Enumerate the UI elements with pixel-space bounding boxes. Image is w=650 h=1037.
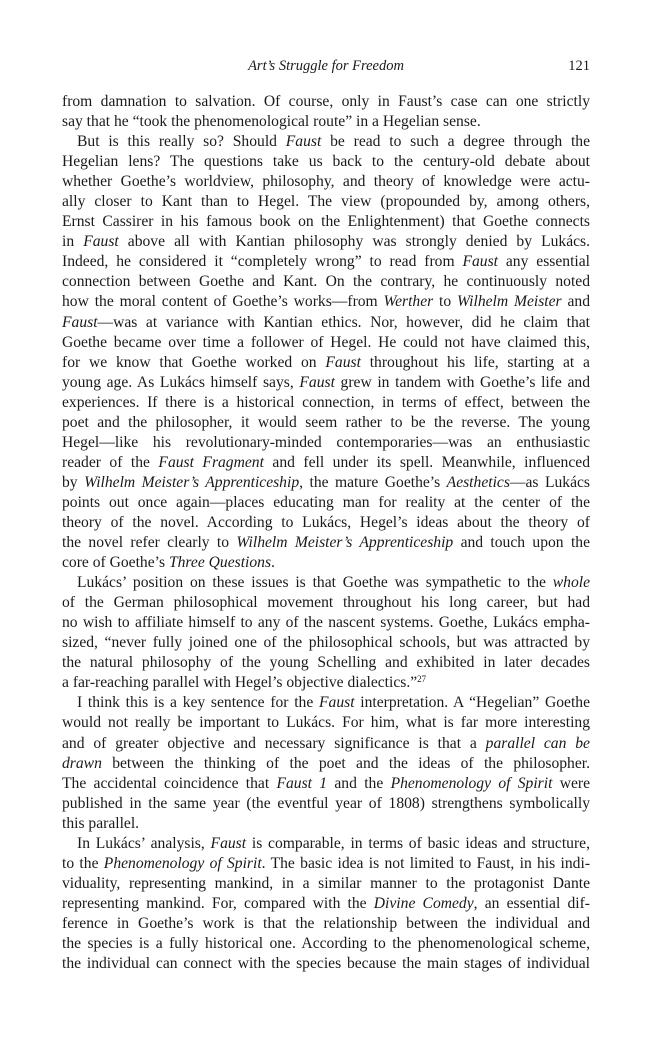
text-line	[62, 673, 590, 693]
text-segment: theory of the novel. According to Lukács, Hegel’s ideas about the theory of	[62, 513, 590, 531]
text-line	[62, 894, 590, 914]
text-segment: poet and the philosopher, it would seem rather to be the reverse. The young	[62, 413, 590, 431]
text-segment: and touch upon the	[453, 534, 590, 552]
italic-text: Faust	[83, 233, 119, 251]
text-segment: Hegelian lens? The questions take us back to the century-old debate about	[62, 153, 590, 171]
text-segment: published in the same year (the eventful year of 1808) strengthens symbolically	[62, 794, 590, 812]
text-segment: young age. As Lukács himself says,	[62, 373, 300, 391]
italic-text: Three Questions	[168, 554, 272, 572]
text-segment: for we know that Goethe worked on	[62, 353, 326, 371]
text-line	[62, 513, 590, 533]
text-segment: a far-reaching parallel with Hegel’s objective dialectics.”	[62, 674, 418, 692]
text-segment: reader of the	[62, 453, 159, 471]
text-line	[62, 292, 590, 312]
italic-text: Faust	[62, 313, 98, 331]
text-line	[62, 413, 590, 433]
text-segment: But is this really so? Should	[77, 133, 286, 151]
text-line	[62, 473, 590, 493]
text-segment: the species is a fully historical one. According to the phenomenological scheme,	[62, 934, 590, 952]
text-segment: is comparable, in terms of basic ideas and structure,	[246, 834, 590, 852]
text-segment: no wish to affiliate himself to any of the nascent systems. Goethe, Lukács empha-	[62, 614, 590, 632]
text-segment: and	[561, 293, 590, 311]
italic-text: Faust	[325, 353, 361, 371]
text-segment: core of Goethe’s	[62, 554, 169, 572]
text-line	[62, 713, 590, 733]
italic-text: Wilhelm Meister	[457, 293, 562, 311]
text-segment: I think this is a key sentence for the	[77, 694, 319, 712]
text-line	[62, 92, 590, 112]
text-line	[62, 934, 590, 954]
text-line	[62, 232, 590, 252]
text-segment: this parallel.	[62, 814, 140, 832]
text-line	[62, 313, 590, 333]
italic-text: Faust 1	[276, 774, 328, 792]
text-segment: grew in tandem with Goethe’s life and	[334, 373, 591, 391]
text-segment: to	[433, 293, 458, 311]
text-segment: representing mankind. For, compared with the	[62, 894, 374, 912]
text-line	[62, 854, 590, 874]
footnote-ref: 27	[417, 674, 427, 685]
text-segment: viduality, representing mankind, in a similar manner to the protagonist Dante	[62, 874, 590, 892]
text-segment: whether Goethe’s worldview, philosophy, and theory of knowledge were actu-	[62, 173, 590, 191]
text-segment: .	[271, 554, 275, 572]
italic-text: Phenomenology of Spirit	[390, 774, 553, 792]
italic-text: Faust	[285, 133, 322, 151]
text-line	[62, 593, 590, 613]
text-segment: the novel refer clearly to	[62, 534, 237, 552]
text-segment: throughout his life, starting at a	[360, 353, 590, 371]
text-segment: Lukács’ position on these issues is that Goethe was sympathetic to the	[77, 574, 553, 592]
text-line	[62, 172, 590, 192]
italic-text: Aesthetics	[446, 473, 510, 491]
text-segment: by	[62, 473, 85, 491]
text-line	[62, 353, 590, 373]
text-line	[62, 373, 590, 393]
text-segment: to the	[62, 854, 104, 872]
text-line	[62, 453, 590, 473]
italic-text: Faust	[299, 373, 335, 391]
text-segment: connection between Goethe and Kant. On the contrary, he continuously noted	[62, 273, 590, 291]
text-line	[62, 333, 590, 353]
italic-text: Faust	[462, 253, 498, 271]
text-segment: , the mature Goethe’s	[299, 473, 447, 491]
text-line	[62, 734, 590, 754]
text-line	[62, 573, 590, 593]
text-segment: Goethe became over time a follower of Hegel. He could not have claimed this,	[62, 333, 590, 351]
text-line	[62, 132, 590, 152]
text-line	[62, 774, 590, 794]
italic-text: Wilhelm Meister’s Apprenticeship	[84, 473, 300, 491]
running-title: Art’s Struggle for Freedom	[248, 58, 404, 74]
italic-text: Phenomenology of Spirit	[103, 854, 262, 872]
text-segment: and fell under its spell. Meanwhile, influenced	[263, 453, 590, 471]
text-line	[62, 613, 590, 633]
text-line	[62, 633, 590, 653]
text-line	[62, 212, 590, 232]
text-segment: ference in Goethe’s work is that the relationship between the individual and	[62, 914, 590, 932]
text-line	[62, 252, 590, 272]
text-line	[62, 653, 590, 673]
text-segment: in	[62, 233, 84, 251]
text-segment: experiences. If there is a historical connection, in terms of effect, between the	[62, 393, 590, 411]
body-text	[62, 92, 590, 974]
text-segment: of the German philosophical movement throughout his long career, but had	[62, 594, 590, 612]
italic-text: Faust	[319, 694, 355, 712]
text-line	[62, 553, 590, 573]
text-segment: —as Lukács	[509, 473, 590, 491]
text-segment: be read to such a degree through the	[321, 133, 591, 151]
text-line	[62, 814, 590, 834]
text-segment: above all with Kantian philosophy was strongly denied by Lukács.	[118, 233, 591, 251]
text-segment: points out once again—places educating man for reality at the center of the	[62, 493, 590, 511]
text-line	[62, 874, 590, 894]
text-segment: say that he “took the phenomenological route” in a Hegelian sense.	[62, 113, 481, 131]
page-number: 121	[568, 58, 590, 74]
text-segment: would not really be important to Lukács. For him, what is far more interesting	[62, 714, 590, 732]
text-line	[62, 272, 590, 292]
text-line	[62, 192, 590, 212]
text-line	[62, 794, 590, 814]
italic-text: Faust	[210, 834, 247, 852]
text-line	[62, 754, 590, 774]
text-line	[62, 834, 590, 854]
text-segment: sized, “never fully joined one of the philosophical schools, but was attracted by	[62, 634, 590, 652]
text-line	[62, 393, 590, 413]
text-segment: Ernst Cassirer in his famous book on the Enlightenment) that Goethe connects	[62, 213, 590, 231]
text-line	[62, 533, 590, 553]
text-segment: the individual can connect with the species because the main stages of individual	[62, 955, 590, 973]
text-line	[62, 693, 590, 713]
italic-text: whole	[552, 574, 590, 592]
text-segment: interpretation. A “Hegelian” Goethe	[354, 694, 590, 712]
text-segment: The accidental coincidence that	[62, 774, 277, 792]
text-line	[62, 914, 590, 934]
text-segment: Hegel—like his revolutionary-minded contemporaries—was an enthusiastic	[62, 433, 590, 451]
text-segment: the natural philosophy of the young Schelling and exhibited in later decades	[62, 654, 590, 672]
text-line	[62, 152, 590, 172]
text-segment: any essential	[498, 253, 590, 271]
text-segment: and the	[327, 774, 391, 792]
running-header	[62, 58, 590, 78]
text-segment: Indeed, he considered it “completely wrong” to read from	[62, 253, 463, 271]
text-line	[62, 433, 590, 453]
text-segment: In Lukács’ analysis,	[77, 834, 211, 852]
italic-text: parallel can be	[485, 734, 590, 752]
text-segment: —was at variance with Kantian ethics. Nor, however, did he claim that	[97, 313, 590, 331]
text-segment: were	[552, 774, 590, 792]
italic-text: Faust Fragment	[158, 453, 264, 471]
text-segment: how the moral content of Goethe’s works—from	[62, 293, 384, 311]
text-segment: from damnation to salvation. Of course, only in Faust’s case can one strictly	[62, 93, 590, 110]
text-segment: , an essential dif-	[473, 894, 590, 912]
italic-text: Werther	[383, 293, 434, 311]
italic-text: drawn	[62, 754, 102, 772]
text-segment: and of greater objective and necessary significance is that a	[62, 734, 486, 752]
italic-text: Divine Comedy	[373, 894, 474, 912]
text-segment: . The basic idea is not limited to Faust, in his indi-	[261, 854, 591, 872]
text-segment: ally closer to Kant than to Hegel. The view (propounded by, among others,	[62, 193, 590, 211]
italic-text: Wilhelm Meister’s Apprenticeship	[236, 534, 454, 552]
text-line	[62, 112, 590, 132]
text-segment: between the thinking of the poet and the ideas of the philosopher.	[101, 754, 590, 772]
text-line	[62, 493, 590, 513]
text-line	[62, 954, 590, 974]
